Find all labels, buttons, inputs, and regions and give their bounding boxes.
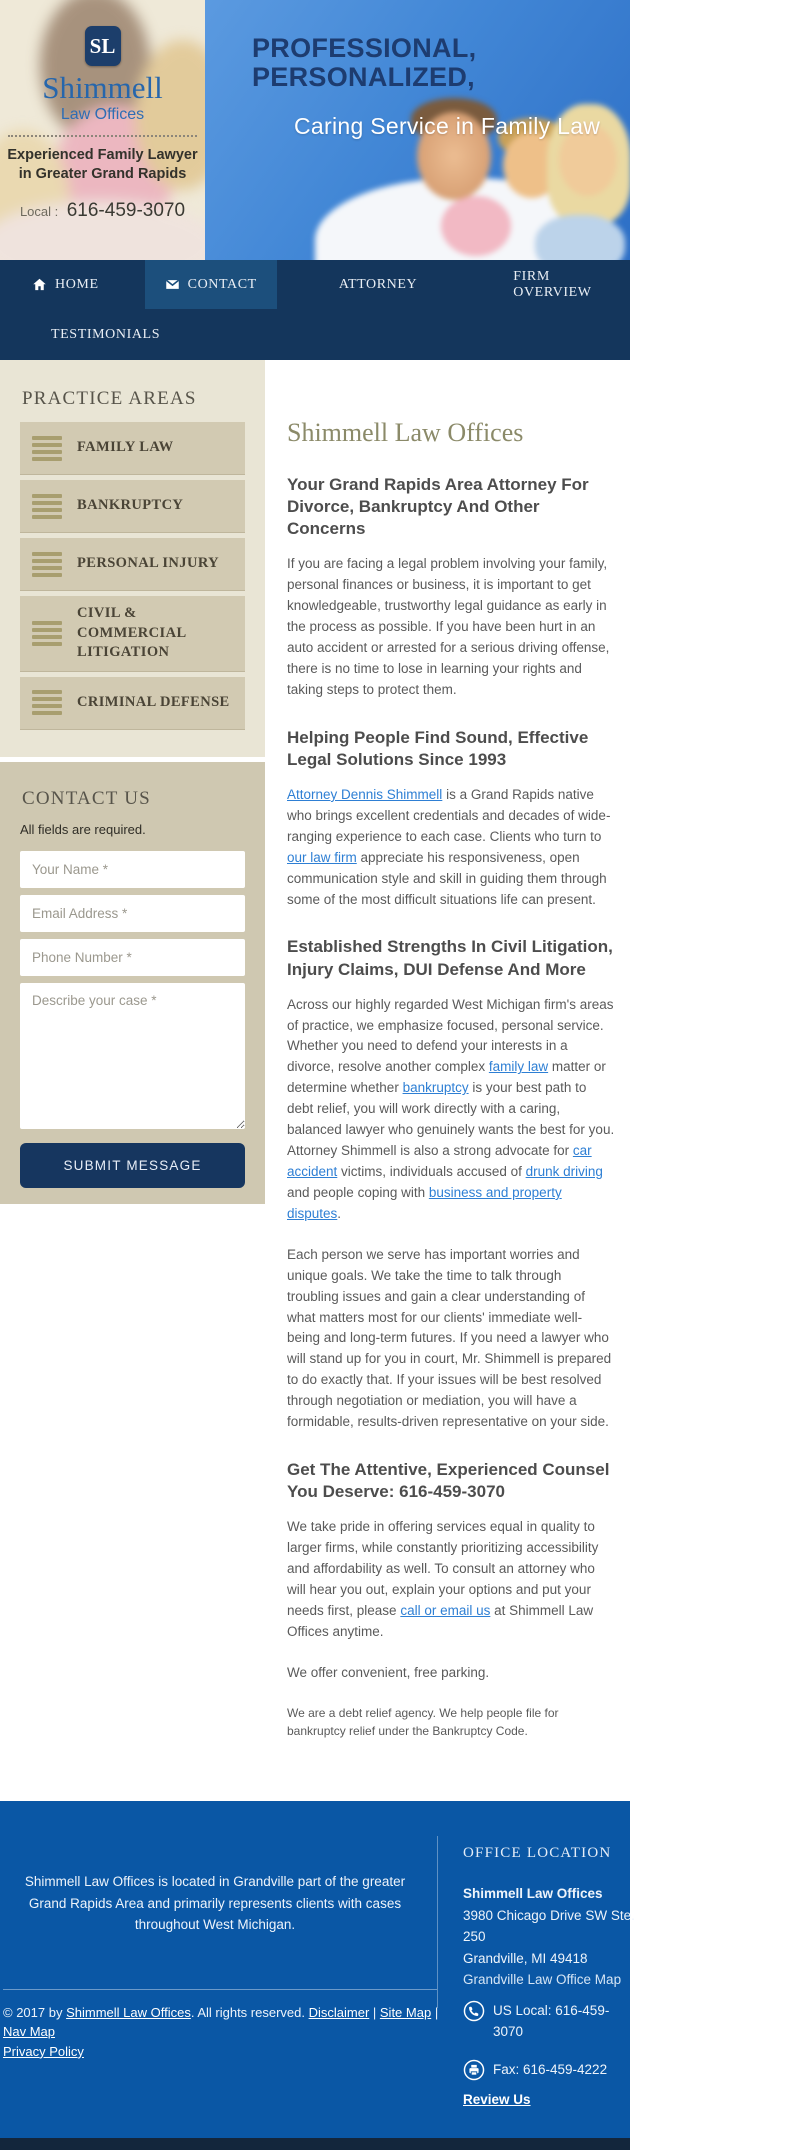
site-header <box>0 0 630 260</box>
site-footer <box>0 1801 635 2138</box>
text-link[interactable]: Privacy Policy <box>3 2043 84 2059</box>
brand-panel <box>0 0 205 260</box>
local-label: Local : <box>19 203 59 219</box>
menu-icon <box>32 621 62 646</box>
text-link[interactable]: car accident <box>287 1143 592 1180</box>
office-firm-name: Shimmell Law Offices <box>463 1885 603 1901</box>
practice-areas-title: PRACTICE AREAS <box>22 388 197 409</box>
menu-icon <box>32 494 62 519</box>
paragraph-parking: We offer convenient, free parking. <box>287 1664 490 1680</box>
office-location-title: OFFICE LOCATION <box>463 1844 612 1861</box>
main-content <box>265 360 630 1801</box>
text-link[interactable]: Attorney Dennis Shimmell <box>287 786 443 802</box>
phone-number[interactable]: US Local: 616-459-3070 <box>493 2002 610 2040</box>
home-icon <box>32 277 47 292</box>
heading-attorney: Your Grand Rapids Area Attorney For Divorce, Bankruptcy And Other Concerns <box>287 475 589 539</box>
office-address-line1: 3980 Chicago Drive SW Ste. 250 <box>463 1907 635 1945</box>
phone-icon <box>463 2000 485 2022</box>
menu-icon <box>32 436 62 461</box>
tagline: Experienced Family Lawyer in Greater Grand Rapids <box>7 147 198 182</box>
divider <box>8 135 197 137</box>
brand-subtitle: Law Offices <box>60 106 145 123</box>
office-address-line2: Grandville, MI 49418 <box>463 1950 588 1966</box>
practice-button-bankruptcy[interactable]: BANKRUPTCY <box>20 480 245 532</box>
local-phone-line <box>0 200 205 222</box>
heading-helping: Helping People Find Sound, Effective Legal Solutions Since 1993 <box>287 727 589 769</box>
footer-vertical-divider <box>437 1836 438 2008</box>
contact-us-title: CONTACT US <box>22 787 151 809</box>
nav-row-1 <box>0 260 630 309</box>
text-link[interactable]: Shimmell Law Offices <box>66 2004 191 2020</box>
text-link[interactable]: Nav Map <box>3 2024 56 2040</box>
name-input[interactable] <box>20 851 245 888</box>
practice-areas-section <box>0 360 265 757</box>
mail-icon <box>165 277 180 292</box>
text-link[interactable]: business and property disputes <box>287 1184 562 1221</box>
nav-item-attorney[interactable]: ATTORNEY <box>338 276 418 292</box>
practice-button-criminal-defense[interactable]: CRIMINAL DEFENSE <box>20 677 245 729</box>
hero-subheadline: Caring Service in Family Law <box>294 113 601 139</box>
text-link[interactable]: our law firm <box>287 849 357 865</box>
local-phone-number[interactable]: 616-459-3070 <box>66 199 186 221</box>
paragraph-attorney: Attorney Dennis Shimmell is a Grand Rapids native who brings excellent credentials and decades of wide-ranging experience to each case. Clients who turn to our law firm appreciate his responsiveness, open communication style and skill in guiding them through some of the most difficult situations life can present. <box>287 786 611 907</box>
main-nav <box>0 260 630 360</box>
firm-logo[interactable]: SL <box>85 26 121 66</box>
paragraph-practice: Across our highly regarded West Michigan firm's areas of practice, we emphasize focused, personal service. Whether you need to defend your interests in a divorce, resolve another complex family law matter or determine whether bankruptcy is your best path to debt relief, you will work directly with a caring, balanced lawyer who genuinely wants the best for you. Attorney Shimmell is also a strong advocate for car accident victims, individuals accused of drunk driving and people coping with business and property disputes. <box>287 996 615 1221</box>
hero-banner <box>205 0 630 260</box>
body-wrap <box>0 360 630 1801</box>
nav-item-testimonials[interactable]: TESTIMONIALS <box>51 326 161 342</box>
review-us-link[interactable]: Review Us <box>463 2092 531 2108</box>
menu-icon <box>32 690 62 715</box>
text-link[interactable]: Disclaimer <box>308 2004 370 2020</box>
text-link[interactable]: call or email us <box>400 1602 491 1618</box>
office-location-block <box>463 1841 638 2111</box>
practice-button-family-law[interactable]: FAMILY LAW <box>20 422 245 474</box>
footer-about-text: Shimmell Law Offices is located in Grandville part of the greater Grand Rapids Area and primarily represents clients with cases throughout West Michigan. <box>24 1873 406 1933</box>
copyright-text: © 2017 by Shimmell Law Offices. All rights reserved. Disclaimer | Site Map | Nav Map Privacy Policy <box>3 2004 439 2059</box>
practice-button-civil-commercial-litigation[interactable]: CIVIL & COMMERCIAL LITIGATION <box>20 596 245 671</box>
paragraph-intro: If you are facing a legal problem involving your family, personal finances or business, it is important to get knowledgeable, trustworthy legal guidance as early in the process as possible. If you have been hurt in an auto accident or arrested for a serious driving offense, there is no time to lose in learning your rights and taking steps to protect them. <box>287 556 610 697</box>
heading-established: Established Strengths In Civil Litigation, Injury Claims, DUI Defense And More <box>287 937 613 979</box>
page-title: Shimmell Law Offices <box>287 418 524 447</box>
submit-message-button[interactable]: SUBMIT MESSAGE <box>20 1143 245 1188</box>
paragraph-debt-relief: We are a debt relief agency. We help people file for bankruptcy relief under the Bankruptcy Code. <box>287 1705 559 1739</box>
phone-row <box>463 2000 638 2043</box>
nav-row-2 <box>0 309 630 360</box>
text-link[interactable]: Site Map <box>379 2004 432 2020</box>
text-link[interactable]: family law <box>488 1059 549 1075</box>
nav-item-contact[interactable]: CONTACT <box>145 260 277 309</box>
contact-form <box>20 851 245 1188</box>
fax-icon <box>463 2059 485 2081</box>
case-description-input[interactable] <box>20 983 245 1129</box>
text-link[interactable]: bankruptcy <box>402 1080 469 1096</box>
menu-icon <box>32 552 62 577</box>
hero-headline: PROFESSIONAL, PERSONALIZED, <box>252 33 477 93</box>
contact-form-section <box>0 762 265 1204</box>
email-input[interactable] <box>20 895 245 932</box>
nav-item-home[interactable]: HOME <box>12 260 119 309</box>
text-link[interactable]: drunk driving <box>525 1164 603 1180</box>
brand-name[interactable]: Shimmell <box>42 70 163 105</box>
phone-input[interactable] <box>20 939 245 976</box>
practice-button-personal-injury[interactable]: PERSONAL INJURY <box>20 538 245 590</box>
heading-counsel: Get The Attentive, Experienced Counsel You Deserve: 616-459-3070 <box>287 1460 610 1502</box>
paragraph-consult: We take pride in offering services equal in quality to larger firms, while constantly prioritizing accessibility and affordability as well. To consult an attorney who will hear you out, explain your options and put your needs first, please call or email us at Shimmell Law Offices anytime. <box>287 1519 599 1639</box>
sidebar <box>0 360 265 1801</box>
office-map-link[interactable]: Grandville Law Office Map <box>463 1972 622 1988</box>
paragraph-goals: Each person we serve has important worries and unique goals. We take the time to talk through troubling issues and gain a clear understanding of what matters most for our clients' immediate well-being and long-term futures. If you need a lawyer who will stand up for you in court, Mr. Shimmell is prepared to do exactly that. If your issues will be best resolved through negotiation or mediation, you will have a formidable, results-driven representative on your side. <box>287 1246 612 1430</box>
required-fields-note: All fields are required. <box>20 821 146 837</box>
nav-item-firm-overview[interactable]: FIRM OVERVIEW <box>513 268 592 300</box>
fax-row <box>463 2059 638 2081</box>
bottom-bar <box>0 2138 630 2150</box>
footer-horizontal-divider <box>3 1989 437 1990</box>
fax-number: Fax: 616-459-4222 <box>493 2062 608 2078</box>
